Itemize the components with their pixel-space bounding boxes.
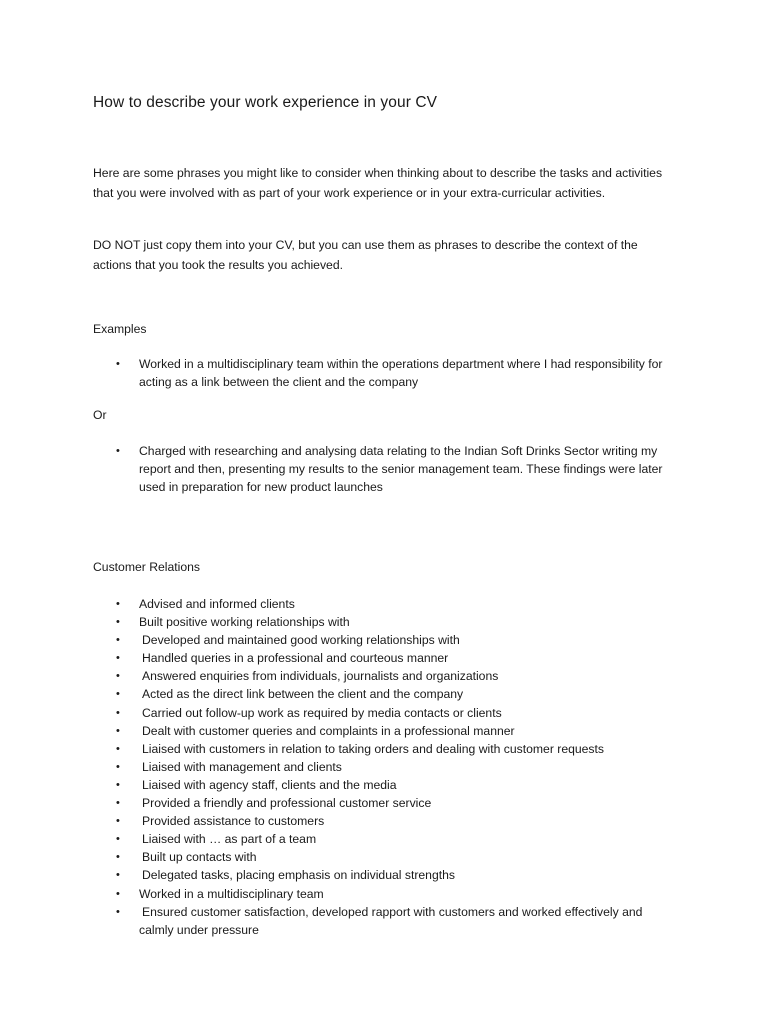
example-2-text: Charged with researching and analysing data relating to the Indian Soft Drinks Sector writing my report and then, presenting my results to the senior management team. These findings were later used in preparation for new product launches <box>139 444 663 494</box>
list-item <box>0 595 679 613</box>
list-item-text: Liaised with management and clients <box>142 759 342 774</box>
list-item <box>0 812 679 830</box>
warning-paragraph: DO NOT just copy them into your CV, but you can use them as phrases to describe the context of the actions that you took the results you achieved. <box>93 238 638 272</box>
list-item <box>0 355 679 391</box>
list-item-text: Advised and informed clients <box>139 597 295 611</box>
bullet-icon: • <box>116 358 120 370</box>
list-item <box>0 885 679 903</box>
bullet-icon: • <box>116 815 120 828</box>
document-title: How to describe your work experience in your CV <box>93 94 438 111</box>
bullet-icon: • <box>116 778 120 791</box>
list-item-text: Provided a friendly and professional customer service <box>142 796 432 811</box>
bullet-icon: • <box>116 598 120 610</box>
list-item-text: Acted as the direct link between the client and the company <box>142 687 464 702</box>
intro-paragraph: Here are some phrases you might like to consider when thinking about to describe the tasks and activities that you were involved with as part of your work experience or in your extra-curricular activities. <box>93 166 663 200</box>
list-item <box>0 830 679 848</box>
list-item-text: Dealt with customer queries and complaints in a professional manner <box>142 723 515 738</box>
list-item-text: Provided assistance to customers <box>142 814 325 829</box>
bullet-icon: • <box>116 887 120 900</box>
list-item <box>0 649 679 667</box>
list-item-text: Liaised with … as part of a team <box>142 832 317 847</box>
examples-list-1 <box>0 355 679 391</box>
list-item-text: Developed and maintained good working relationships with <box>142 633 460 648</box>
list-item-text: Liaised with agency staff, clients and the media <box>142 777 397 792</box>
list-item <box>0 740 679 758</box>
list-item-text: Handled queries in a professional and courteous manner <box>142 651 449 666</box>
examples-heading: Examples <box>93 322 147 336</box>
bullet-icon: • <box>116 905 120 918</box>
bullet-icon: • <box>116 869 120 882</box>
customer-relations-list <box>0 595 679 939</box>
bullet-icon: • <box>116 688 120 701</box>
example-1-text: Worked in a multidisciplinary team within the operations department where I had responsibility for acting as a link between the client and the company <box>139 357 663 389</box>
list-item <box>0 794 679 812</box>
list-item-text: Worked in a multidisciplinary team <box>139 886 324 901</box>
list-item-text: Answered enquiries from individuals, journalists and organizations <box>142 669 499 684</box>
bullet-icon: • <box>116 634 120 647</box>
list-item <box>0 442 679 496</box>
bullet-icon: • <box>116 652 120 665</box>
bullet-icon: • <box>116 706 120 719</box>
list-item <box>0 631 679 649</box>
list-item <box>0 613 679 631</box>
list-item <box>0 704 679 722</box>
list-item-text: Built positive working relationships with <box>139 615 350 630</box>
list-item <box>0 848 679 866</box>
examples-list-2 <box>0 442 679 496</box>
bullet-icon: • <box>116 616 120 629</box>
or-label: Or <box>93 408 107 422</box>
bullet-icon: • <box>116 742 120 755</box>
list-item-text: Built up contacts with <box>142 850 257 865</box>
list-item <box>0 866 679 884</box>
list-item <box>0 685 679 703</box>
list-item <box>0 722 679 740</box>
list-item <box>0 758 679 776</box>
bullet-icon: • <box>116 797 120 810</box>
list-item-text: Liaised with customers in relation to taking orders and dealing with customer requests <box>142 741 605 756</box>
bullet-icon: • <box>116 724 120 737</box>
list-item-text: Carried out follow-up work as required by media contacts or clients <box>142 705 502 720</box>
bullet-icon: • <box>116 445 120 457</box>
customer-relations-heading: Customer Relations <box>93 560 201 574</box>
bullet-icon: • <box>116 851 120 864</box>
list-item-text: Ensured customer satisfaction, developed rapport with customers and worked effectively and calmly under pressure <box>139 904 643 937</box>
list-item <box>0 776 679 794</box>
list-item <box>0 903 679 939</box>
bullet-icon: • <box>116 833 120 846</box>
list-item-text: Delegated tasks, placing emphasis on individual strengths <box>142 868 455 883</box>
bullet-icon: • <box>116 670 120 683</box>
list-item <box>0 667 679 685</box>
bullet-icon: • <box>116 760 120 773</box>
